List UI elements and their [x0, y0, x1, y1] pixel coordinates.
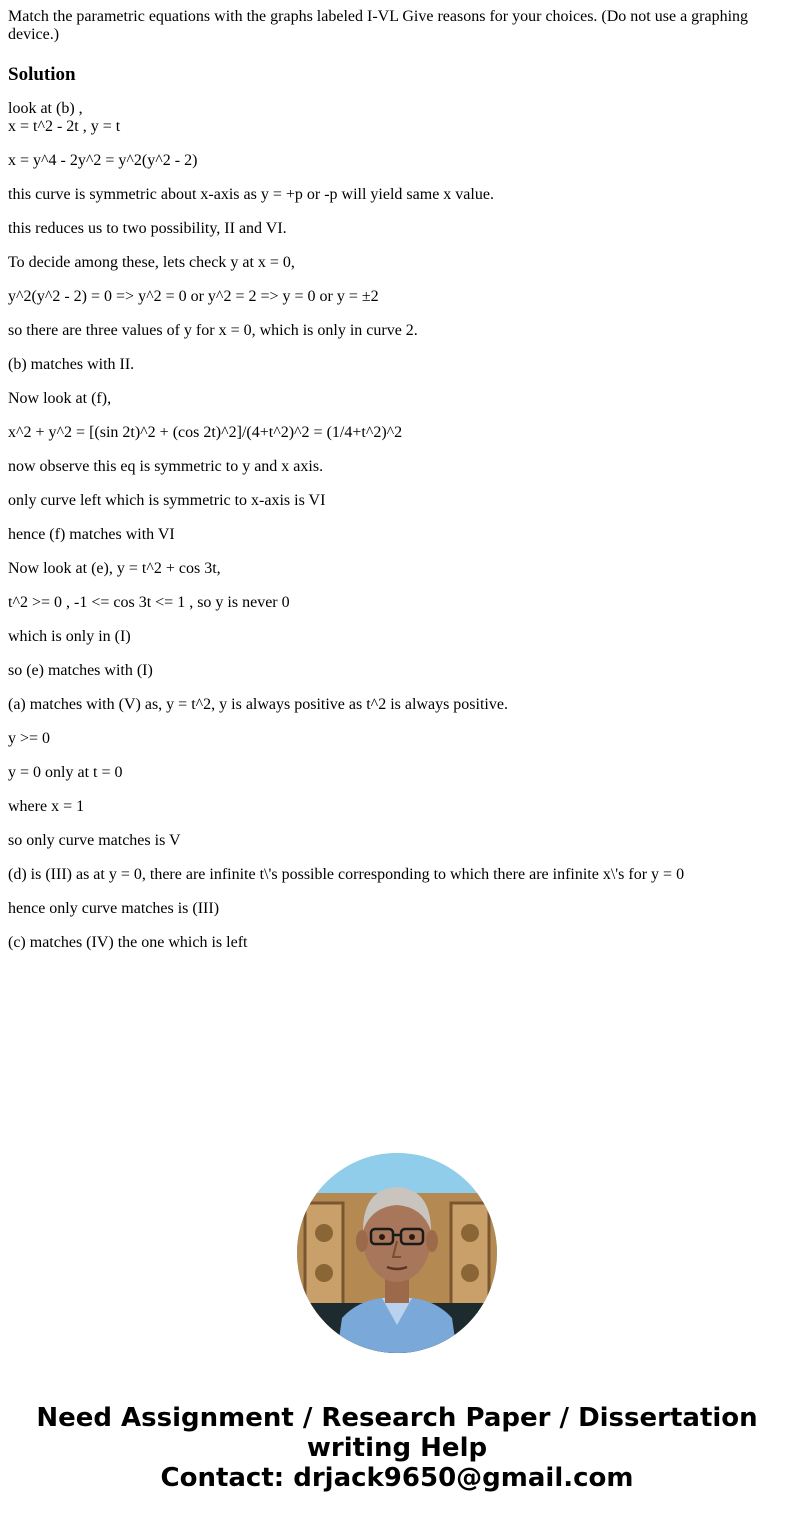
solution-line: where x = 1 [8, 798, 85, 815]
solution-line: which is only in (I) [8, 628, 131, 645]
solution-line: x = y^4 - 2y^2 = y^2(y^2 - 2) [8, 152, 198, 169]
solution-line: (a) matches with (V) as, y = t^2, y is always positive as t^2 is always positive. [8, 696, 508, 713]
solution-line: (c) matches (IV) the one which is left [8, 934, 248, 951]
solution-line: hence (f) matches with VI [8, 526, 175, 543]
solution-line: this reduces us to two possibility, II and VI. [8, 220, 287, 237]
question-text: Match the parametric equations with the graphs labeled I-VL Give reasons for your choices. (Do not use a graphing device.) [8, 8, 749, 43]
solution-line: Now look at (f), [8, 390, 112, 407]
solution-line: To decide among these, lets check y at x = 0, [8, 254, 295, 271]
solution-line: so there are three values of y for x = 0, which is only in curve 2. [8, 322, 418, 339]
solution-line: y >= 0 [8, 730, 51, 747]
solution-line: y = 0 only at t = 0 [8, 764, 123, 781]
promo-line: Need Assignment / Research Paper / Dissertation [36, 1403, 758, 1433]
promo-line: writing Help [306, 1433, 488, 1463]
solution-line: so only curve matches is V [8, 832, 181, 849]
solution-line: (d) is (III) as at y = 0, there are infinite t\'s possible corresponding to which there are infinite x\'s for y = 0 [8, 866, 685, 883]
solution-line: x^2 + y^2 = [(sin 2t)^2 + (cos 2t)^2]/(4+t^2)^2 = (1/4+t^2)^2 [8, 424, 403, 441]
solution-line: y^2(y^2 - 2) = 0 => y^2 = 0 or y^2 = 2 => y = 0 or y = ±2 [8, 288, 379, 305]
tutor-photo [297, 1153, 497, 1353]
promo-footer [0, 1403, 794, 1493]
tutor-photo-illustration [297, 1153, 497, 1353]
solution-body [8, 100, 786, 952]
solution-line: this curve is symmetric about x-axis as y = +p or -p will yield same x value. [8, 186, 494, 203]
solution-line: x = t^2 - 2t , y = t [8, 118, 121, 135]
solution-line: (b) matches with II. [8, 356, 135, 373]
solution-line: now observe this eq is symmetric to y and x axis. [8, 458, 324, 475]
solution-line: so (e) matches with (I) [8, 662, 153, 679]
solution-line: Now look at (e), y = t^2 + cos 3t, [8, 560, 221, 577]
solution-line: hence only curve matches is (III) [8, 900, 220, 917]
solution-line: t^2 >= 0 , -1 <= cos 3t <= 1 , so y is never 0 [8, 594, 290, 611]
solution-heading: Solution [8, 64, 76, 85]
solution-line: look at (b) , [8, 100, 83, 117]
contact-email: Contact: drjack9650@gmail.com [160, 1463, 634, 1493]
document-body [8, 8, 786, 968]
solution-line: only curve left which is symmetric to x-axis is VI [8, 492, 326, 509]
